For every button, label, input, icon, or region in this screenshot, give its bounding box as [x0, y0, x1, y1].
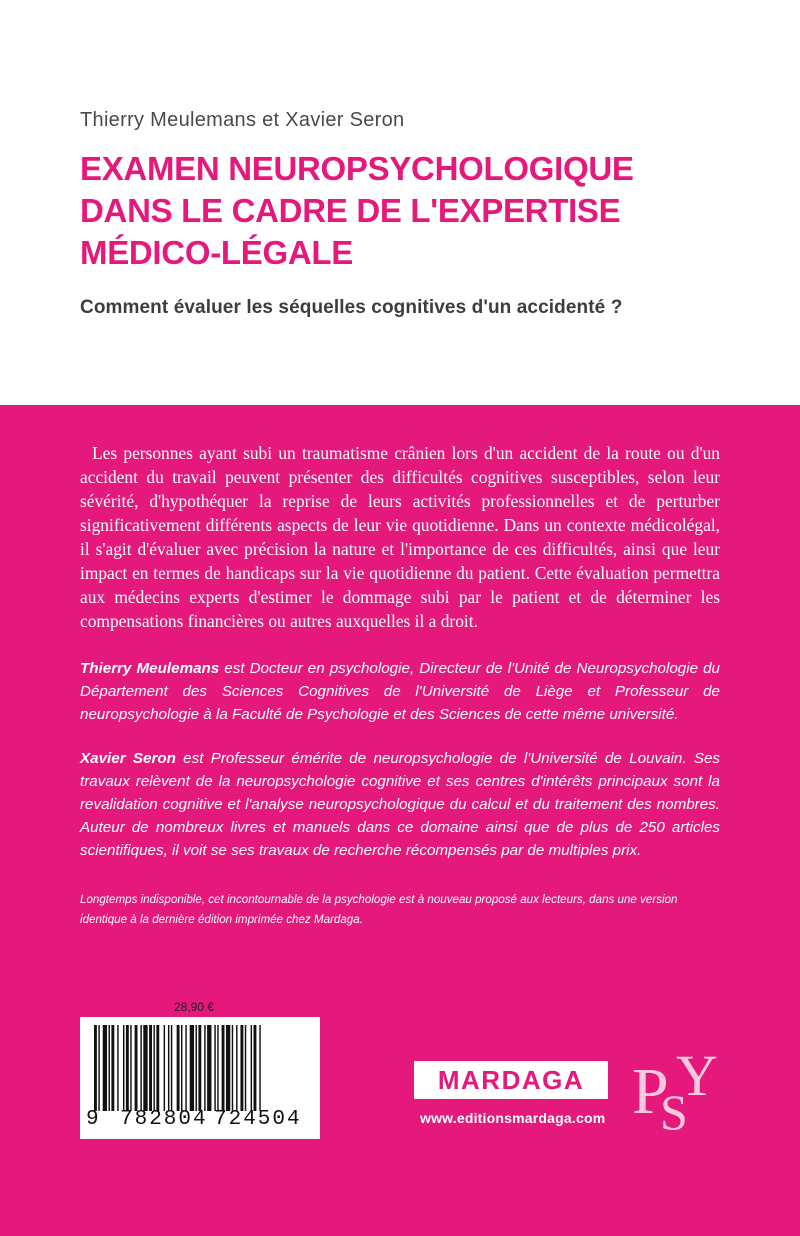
publisher-website: www.editionsmardaga.com — [420, 1110, 606, 1126]
author-bio-seron — [80, 747, 720, 862]
svg-text:Y: Y — [676, 1043, 718, 1108]
back-cover-panel — [0, 405, 800, 1236]
title-line-2: DANS LE CADRE DE L'EXPERTISE — [80, 192, 621, 229]
publisher-logo — [414, 1061, 608, 1099]
summary-text: Les personnes ayant subi un traumatisme crânien lors d'un accident de la route ou d'un accident du travail peuvent présenter des difficultés cognitives susceptibles, selon leur sévérité, d'hypothéquer la reprise de leurs activités professionnelles et de perturber significativement différents aspects de leur vie quotidienne. Dans un contexte médicolégal, il s'agit d'évaluer avec précision la nature et l'importance de ces difficultés, ainsi que leur impact en termes de handicaps sur la vie quotidienne du patient. Cette évaluation permettra aux médecins experts d'estimer le dommage subi par le patient et de déterminer les compensations financières ou autres auxquelles il a droit. — [80, 443, 720, 631]
authors-line: Thierry Meulemans et Xavier Seron — [80, 109, 405, 131]
title-line-1: EXAMEN NEUROPSYCHOLOGIQUE — [80, 150, 634, 187]
svg-text:P: P — [632, 1055, 669, 1128]
book-subtitle: Comment évaluer les séquelles cognitives d'un accidenté ? — [80, 297, 623, 318]
psy-logo-icon — [630, 1043, 720, 1133]
author-bio-text: est Docteur en psychologie, Directeur de l'Unité de Neuropsychologie du Département des Sciences Cognitives de l'Université de Liège et Professeur de neuropsychologie à la Faculté de Psychologie et des Sciences de cette même université. — [80, 660, 720, 723]
book-title — [80, 148, 780, 274]
author-bio-meulemans — [80, 657, 720, 726]
author-name-seron: Xavier Seron — [80, 750, 176, 767]
barcode-digits-right: 724504 — [214, 1108, 302, 1131]
barcode-digits-left: 782804 — [120, 1108, 208, 1131]
edition-note: Longtemps indisponible, cet incontournable de la psychologie est à nouveau proposé aux lecteurs, dans une version identique à la dernière édition imprimée chez Mardaga. — [80, 893, 678, 926]
barcode-bars — [94, 1025, 306, 1111]
isbn-barcode — [80, 1017, 320, 1139]
author-bio-text: est Professeur émérite de neuropsychologie de l'Université de Louvain. Ses travaux relèvent de la neuropsychologie cognitive et ses centres d'intérêts principaux sont la revalidation cognitive et l'analyse neuropsychologique du calcul et du traitement des nombres. Auteur de nombreux livres et manuels dans ce domaine ainsi que de plus de 250 articles scientifiques, il voit se ses travaux de recherche récompensés par de multiples prix. — [80, 750, 720, 859]
title-line-3: MÉDICO-LÉGALE — [80, 234, 353, 271]
author-name-meulemans: Thierry Meulemans — [80, 660, 220, 677]
price-label: 28,90 € — [174, 1000, 215, 1014]
top-section — [0, 0, 800, 405]
barcode-digit-first: 9 — [86, 1108, 101, 1131]
publisher-name: MARDAGA — [437, 1064, 585, 1095]
svg-text:S: S — [660, 1084, 688, 1133]
barcode-digits — [80, 1108, 320, 1136]
